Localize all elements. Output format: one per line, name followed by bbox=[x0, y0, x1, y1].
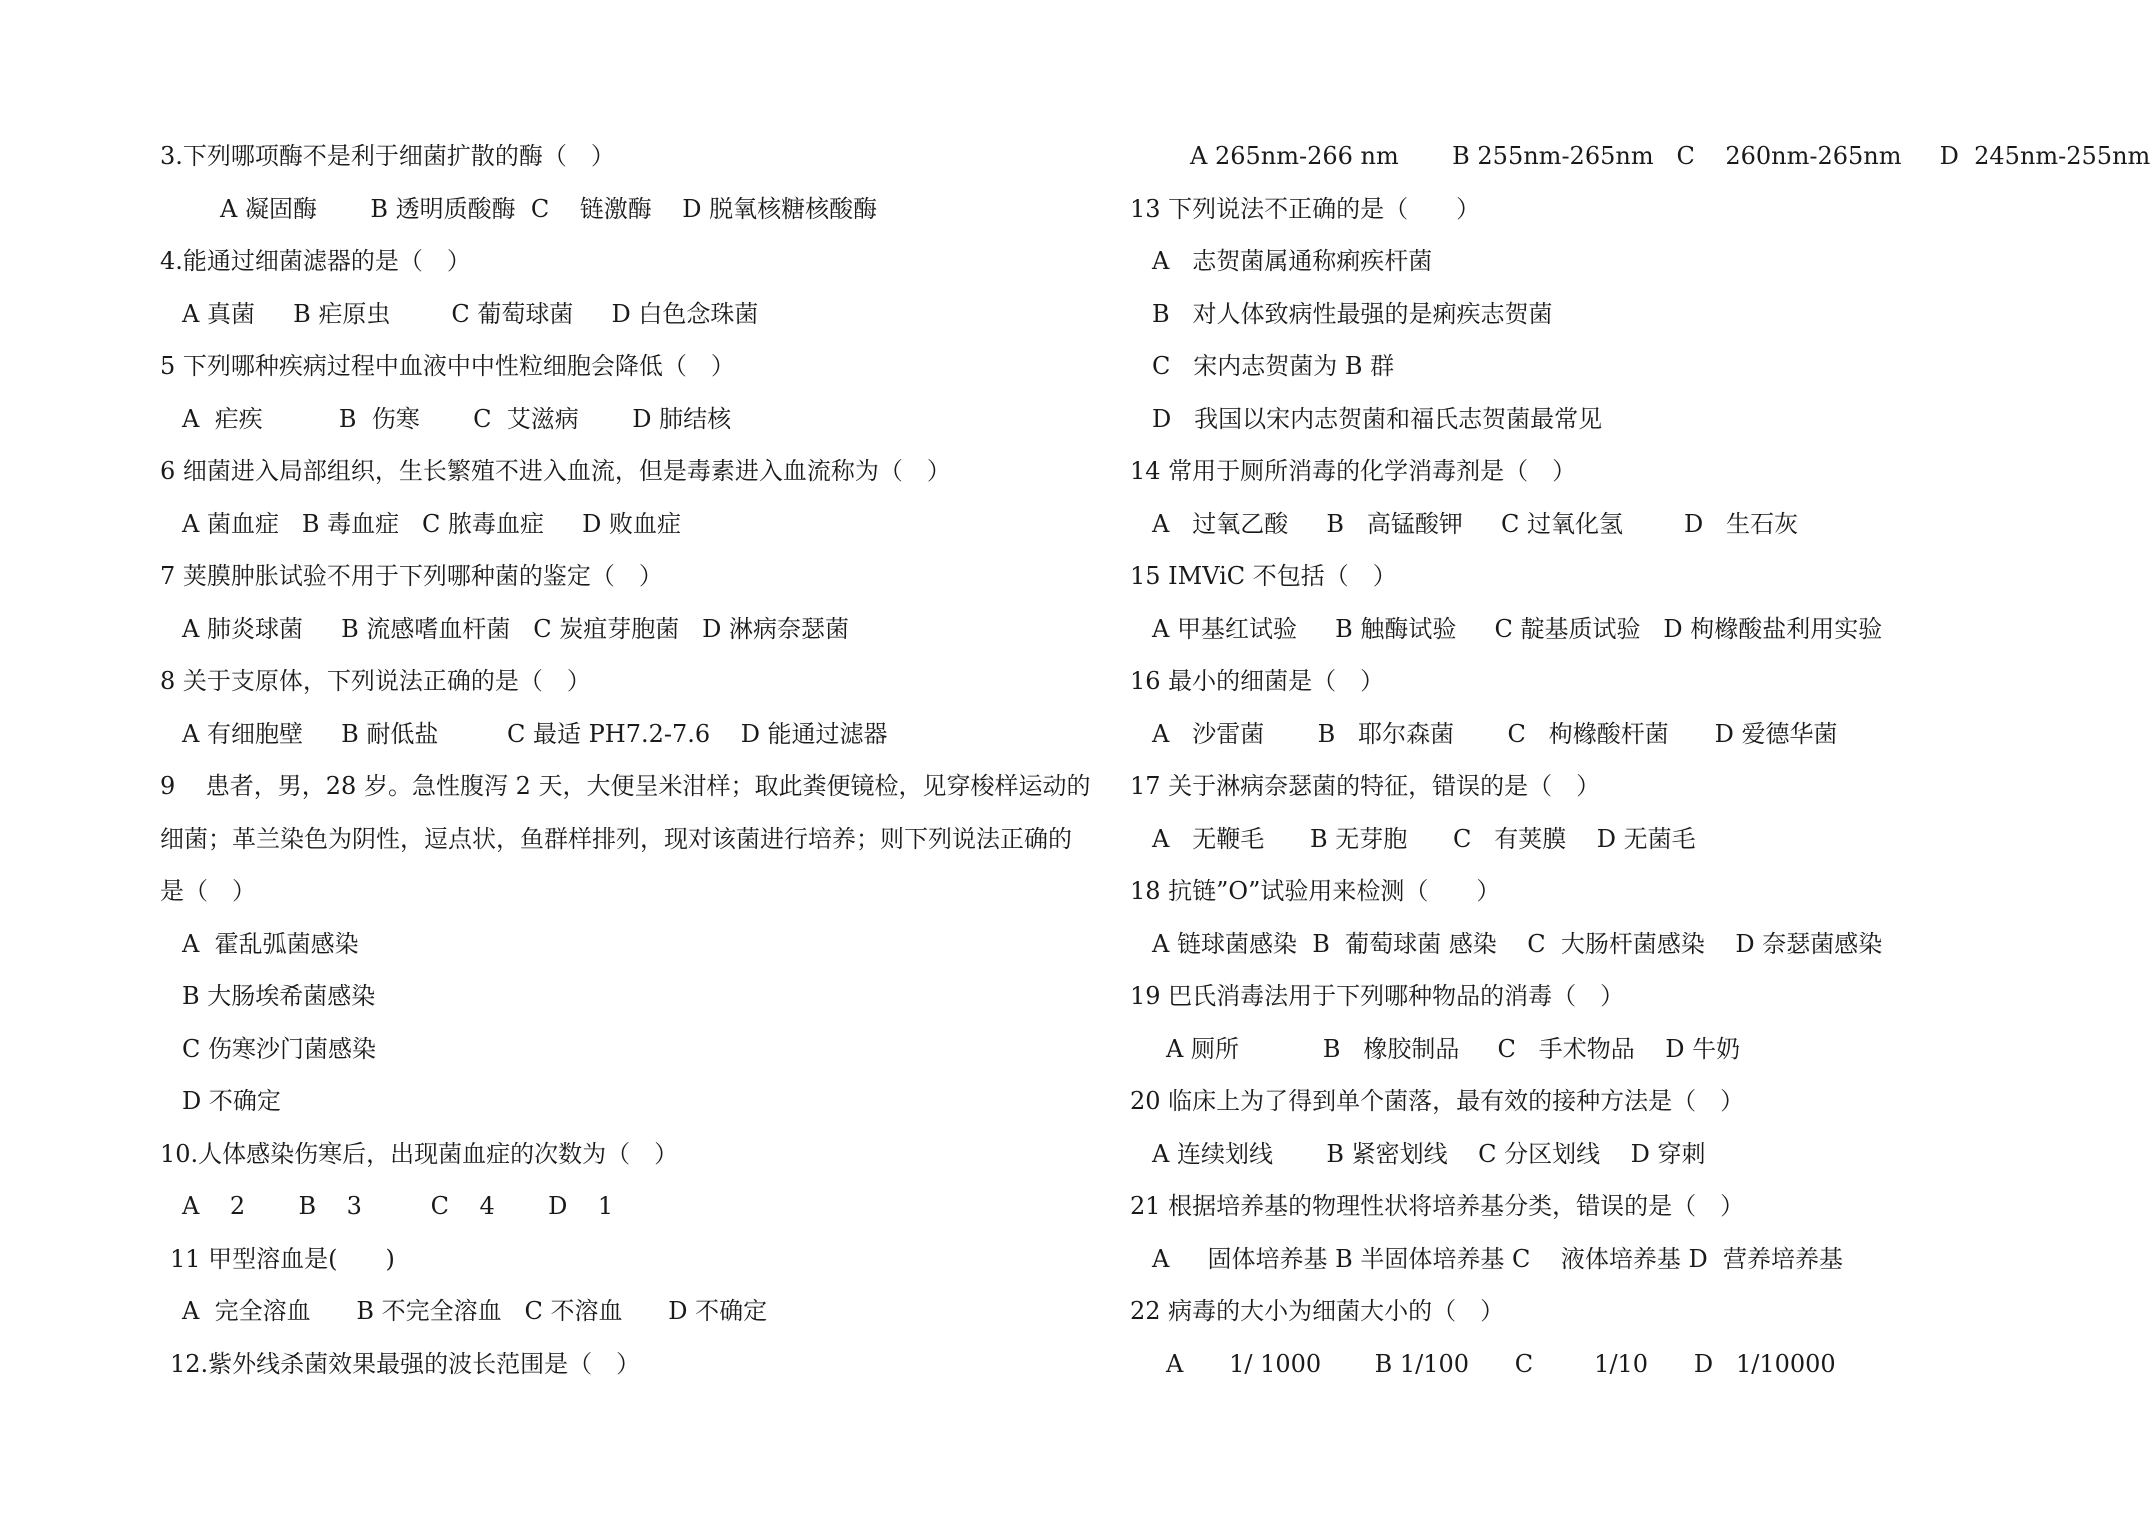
answer-options: A 连续划线 B 紧密划线 C 分区划线 D 穿刺 bbox=[1152, 1139, 1706, 1168]
question-text: 细菌；革兰染色为阴性，逗点状，鱼群样排列，现对该菌进行培养；则下列说法正确的 bbox=[160, 824, 1072, 853]
answer-options: D 不确定 bbox=[182, 1087, 281, 1115]
question-text: 4.能通过细菌滤器的是（ ） bbox=[160, 247, 471, 275]
answer-options: A 甲基红试验 B 触酶试验 C 靛基质试验 D 枸橼酸盐利用实验 bbox=[1152, 614, 1883, 643]
answer-options: A 凝固酶 B 透明质酸酶 C 链激酶 D 脱氧核糖核酸酶 bbox=[220, 194, 878, 223]
question-text: 17 关于淋病奈瑟菌的特征，错误的是（ ） bbox=[1130, 772, 1601, 800]
answer-options: A 固体培养基 B 半固体培养基 C 液体培养基 D 营养培养基 bbox=[1152, 1244, 1844, 1273]
question-text: 8 关于支原体，下列说法正确的是（ ） bbox=[160, 667, 591, 695]
question-text: 7 荚膜肿胀试验不用于下列哪种菌的鉴定（ ） bbox=[160, 562, 663, 590]
question-text: 11 甲型溶血是( ) bbox=[170, 1244, 395, 1273]
question-text: 15 IMViC 不包括（ ） bbox=[1130, 562, 1397, 590]
answer-options: A 链球菌感染 B 葡萄球菌 感染 C 大肠杆菌感染 D 奈瑟菌感染 bbox=[1152, 929, 1883, 958]
question-text: 12.紫外线杀菌效果最强的波长范围是（ ） bbox=[170, 1349, 641, 1378]
question-text: 是（ ） bbox=[160, 877, 256, 905]
question-text: 22 病毒的大小为细菌大小的（ ） bbox=[1130, 1297, 1505, 1325]
answer-options: A 沙雷菌 B 耶尔森菌 C 枸橼酸杆菌 D 爱德华菌 bbox=[1152, 719, 1838, 748]
answer-options: A 2 B 3 C 4 D 1 bbox=[182, 1192, 614, 1220]
right-column bbox=[1130, 130, 2150, 1390]
question-text: 14 常用于厕所消毒的化学消毒剂是（ ） bbox=[1130, 457, 1577, 485]
question-text: 6 细菌进入局部组织，生长繁殖不进入血流，但是毒素进入血流称为（ ） bbox=[160, 457, 951, 485]
answer-options: B 大肠埃希菌感染 bbox=[182, 982, 376, 1010]
answer-options: A 志贺菌属通称痢疾杆菌 bbox=[1152, 247, 1433, 275]
answer-options: C 宋内志贺菌为 B 群 bbox=[1152, 352, 1395, 380]
answer-options: A 1/ 1000 B 1/100 C 1/10 D 1/10000 bbox=[1166, 1349, 1836, 1378]
answer-options: D 我国以宋内志贺菌和福氏志贺菌最常见 bbox=[1152, 404, 1603, 433]
question-text: 13 下列说法不正确的是（ ） bbox=[1130, 194, 1481, 223]
answer-options: A 过氧乙酸 B 高锰酸钾 C 过氧化氢 D 生石灰 bbox=[1152, 509, 1799, 538]
answer-options: C 伤寒沙门菌感染 bbox=[182, 1034, 376, 1063]
question-text: 21 根据培养基的物理性状将培养基分类，错误的是（ ） bbox=[1130, 1192, 1745, 1220]
answer-options: A 无鞭毛 B 无芽胞 C 有荚膜 D 无菌毛 bbox=[1152, 824, 1696, 853]
answer-options: A 霍乱弧菌感染 bbox=[182, 929, 359, 958]
question-text: 20 临床上为了得到单个菌落，最有效的接种方法是（ ） bbox=[1130, 1087, 1745, 1115]
answer-options: A 完全溶血 B 不完全溶血 C 不溶血 D 不确定 bbox=[182, 1297, 768, 1325]
answer-options: A 265nm-266 nm B 255nm-265nm C 260nm-265nm D 245nm-255nm bbox=[1190, 142, 2150, 170]
answer-options: A 有细胞壁 B 耐低盐 C 最适 PH7.2-7.6 D 能通过滤器 bbox=[182, 719, 888, 748]
answer-options: A 真菌 B 疟原虫 C 葡萄球菌 D 白色念珠菌 bbox=[182, 299, 759, 328]
question-text: 3.下列哪项酶不是利于细菌扩散的酶（ ） bbox=[160, 142, 615, 170]
answer-options: A 疟疾 B 伤寒 C 艾滋病 D 肺结核 bbox=[182, 404, 732, 433]
question-text: 10.人体感染伤寒后，出现菌血症的次数为（ ） bbox=[160, 1139, 679, 1168]
answer-options: A 肺炎球菌 B 流感嗜血杆菌 C 炭疽芽胞菌 D 淋病奈瑟菌 bbox=[182, 614, 850, 643]
question-text: 16 最小的细菌是（ ） bbox=[1130, 667, 1385, 695]
answer-options: B 对人体致病性最强的是痢疾志贺菌 bbox=[1152, 299, 1553, 328]
question-text: 9 患者，男，28 岁。急性腹泻 2 天，大便呈米泔样；取此粪便镜检，见穿梭样运动的 bbox=[160, 772, 1091, 800]
question-text: 5 下列哪种疾病过程中血液中中性粒细胞会降低（ ） bbox=[160, 352, 735, 380]
question-text: 19 巴氏消毒法用于下列哪种物品的消毒（ ） bbox=[1130, 982, 1625, 1010]
answer-options: A 菌血症 B 毒血症 C 脓毒血症 D 败血症 bbox=[182, 509, 682, 538]
question-text: 18 抗链”O”试验用来检测（ ） bbox=[1130, 877, 1501, 905]
left-column bbox=[160, 130, 1090, 1390]
answer-options: A 厕所 B 橡胶制品 C 手术物品 D 牛奶 bbox=[1166, 1034, 1741, 1063]
